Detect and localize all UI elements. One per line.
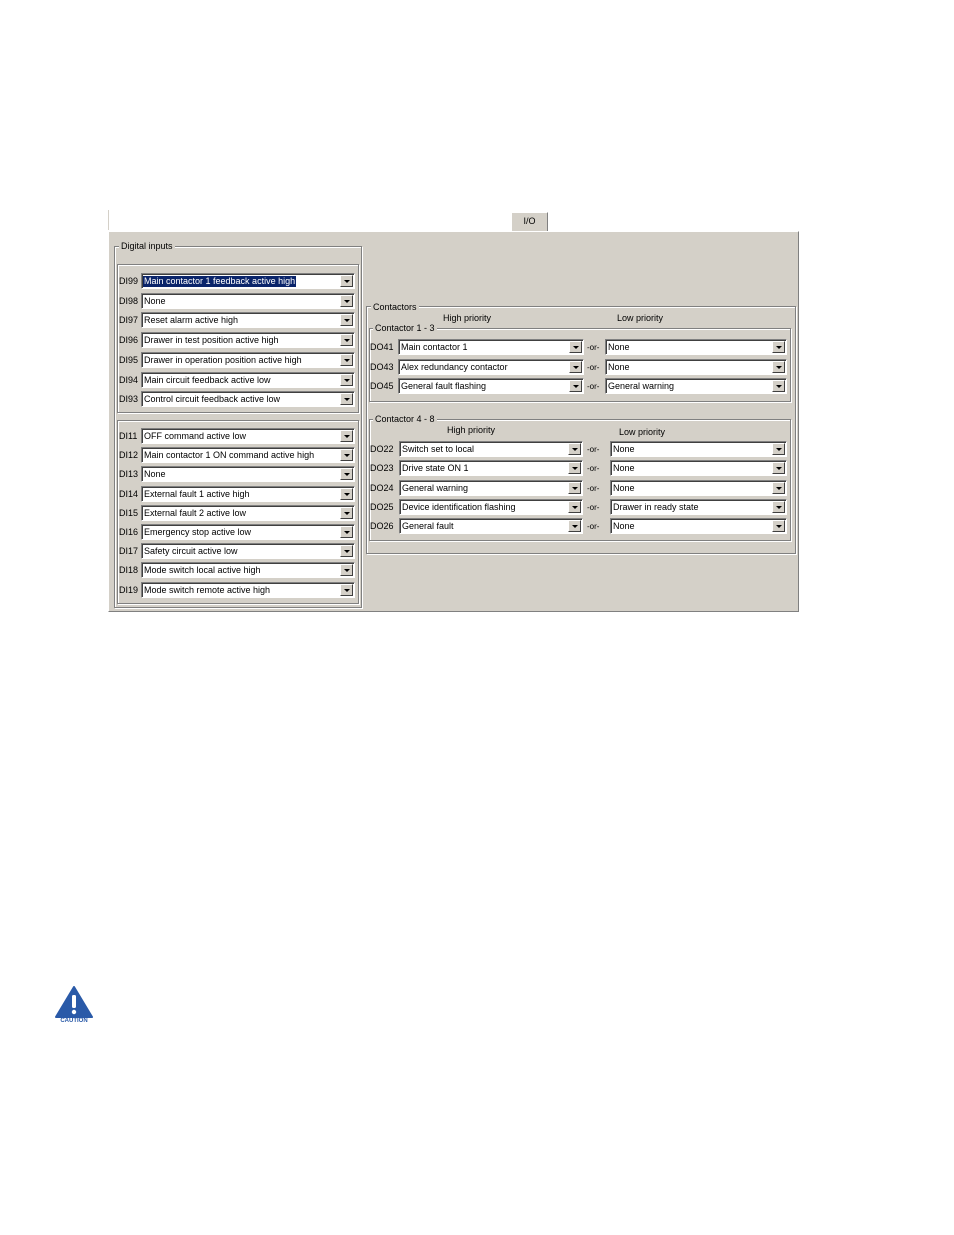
chevron-down-icon[interactable]: [568, 482, 581, 494]
di-select-di18-value: Mode switch local active high: [144, 565, 261, 575]
di-select-di19-value: Mode switch remote active high: [144, 585, 271, 595]
do-label-do24: DO24: [370, 483, 394, 493]
do-label-do22: DO22: [370, 444, 394, 454]
chevron-down-icon[interactable]: [772, 501, 785, 513]
di-select-di11[interactable]: [141, 428, 355, 444]
chevron-down-icon[interactable]: [772, 482, 785, 494]
di-label-di12: DI12: [119, 450, 139, 460]
di-select-di98[interactable]: [141, 293, 355, 309]
di-select-di16[interactable]: [141, 524, 355, 540]
caution-triangle-icon: [54, 985, 94, 1019]
high-priority-header-2: High priority: [447, 425, 496, 435]
do-label-do45: DO45: [370, 381, 394, 391]
chevron-down-icon[interactable]: [340, 449, 353, 461]
di-select-di94[interactable]: [141, 372, 355, 388]
do-high-select-do24-value: General warning: [402, 483, 469, 493]
do-high-select-do23-value: Drive state ON 1: [402, 463, 469, 473]
digital-inputs-title: Digital inputs: [121, 241, 173, 251]
di-select-di97-value: Reset alarm active high: [144, 315, 239, 325]
do-low-select-do22-value: None: [613, 444, 635, 454]
do-low-select-do41-value: None: [608, 342, 630, 352]
di-select-di95-value: Drawer in operation position active high: [144, 355, 302, 365]
di-select-di12[interactable]: [141, 447, 355, 463]
or-label: -or-: [587, 484, 600, 493]
chevron-down-icon[interactable]: [340, 374, 353, 386]
do-high-select-do25-value: Device identification flashing: [402, 502, 516, 512]
chevron-down-icon[interactable]: [772, 341, 785, 353]
chevron-down-icon[interactable]: [569, 361, 582, 373]
di-select-di96-value: Drawer in test position active high: [144, 335, 279, 345]
chevron-down-icon[interactable]: [340, 488, 353, 500]
do-high-select-do45-value: General fault flashing: [401, 381, 487, 391]
di-label-di99: DI99: [119, 276, 139, 286]
chevron-down-icon[interactable]: [772, 443, 785, 455]
do-high-select-do45[interactable]: [398, 378, 584, 394]
do-high-select-do26[interactable]: [399, 518, 583, 534]
chevron-down-icon[interactable]: [569, 380, 582, 392]
low-priority-header: Low priority: [617, 313, 664, 323]
di-label-di17: DI17: [119, 546, 139, 556]
chevron-down-icon[interactable]: [340, 430, 353, 442]
do-high-select-do43[interactable]: [398, 359, 584, 375]
di-select-di93-value: Control circuit feedback active low: [144, 394, 281, 404]
di-select-di94-value: Main circuit feedback active low: [144, 375, 271, 385]
do-low-select-do43-value: None: [608, 362, 630, 372]
di-label-di18: DI18: [119, 565, 139, 575]
di-select-di17[interactable]: [141, 543, 355, 559]
do-low-select-do45-value: General warning: [608, 381, 675, 391]
di-select-di97[interactable]: [141, 312, 355, 328]
chevron-down-icon[interactable]: [568, 520, 581, 532]
do-low-select-do23-value: None: [613, 463, 635, 473]
chevron-down-icon[interactable]: [340, 468, 353, 480]
do-low-select-do26-value: None: [613, 521, 635, 531]
di-select-di93[interactable]: [141, 391, 355, 407]
di-label-di19: DI19: [119, 585, 139, 595]
do-high-select-do41-value: Main contactor 1: [401, 342, 468, 352]
contactors-title: Contactors: [373, 302, 417, 312]
chevron-down-icon[interactable]: [340, 526, 353, 538]
di-label-di98: DI98: [119, 296, 139, 306]
di-select-di13-value: None: [144, 469, 166, 479]
or-label: -or-: [587, 503, 600, 512]
do-high-select-do22[interactable]: [399, 441, 583, 457]
chevron-down-icon[interactable]: [340, 295, 353, 307]
contactor-1-3-title: Contactor 1 - 3: [375, 323, 435, 333]
di-select-di11-value: OFF command active low: [144, 431, 247, 441]
do-low-select-do22[interactable]: [610, 441, 787, 457]
low-priority-header-2: Low priority: [619, 427, 666, 437]
chevron-down-icon[interactable]: [340, 564, 353, 576]
or-label: -or-: [587, 343, 600, 352]
do-high-select-do43-value: Alex redundancy contactor: [401, 362, 508, 372]
do-low-select-do23[interactable]: [610, 460, 787, 476]
chevron-down-icon[interactable]: [340, 334, 353, 346]
di-select-di13[interactable]: [141, 466, 355, 482]
chevron-down-icon[interactable]: [340, 275, 353, 287]
chevron-down-icon[interactable]: [772, 361, 785, 373]
di-select-di95[interactable]: [141, 352, 355, 368]
do-high-select-do26-value: General fault: [402, 521, 454, 531]
do-high-select-do25[interactable]: [399, 499, 583, 515]
do-label-do25: DO25: [370, 502, 394, 512]
do-low-select-do26[interactable]: [610, 518, 787, 534]
di-label-di93: DI93: [119, 394, 139, 404]
chevron-down-icon[interactable]: [568, 462, 581, 474]
or-label: -or-: [587, 445, 600, 454]
do-label-do43: DO43: [370, 362, 394, 372]
do-high-select-do23[interactable]: [399, 460, 583, 476]
di-label-di95: DI95: [119, 355, 139, 365]
chevron-down-icon[interactable]: [340, 314, 353, 326]
chevron-down-icon[interactable]: [340, 354, 353, 366]
tab-io[interactable]: I/O: [511, 212, 548, 232]
or-label: -or-: [587, 464, 600, 473]
di-select-di18[interactable]: [141, 562, 355, 578]
high-priority-header: High priority: [443, 313, 492, 323]
di-label-di97: DI97: [119, 315, 139, 325]
do-low-select-do41[interactable]: [605, 339, 787, 355]
di-select-di14[interactable]: [141, 486, 355, 502]
di-select-di99[interactable]: [141, 273, 355, 289]
di-select-di14-value: External fault 1 active high: [144, 489, 250, 499]
chevron-down-icon[interactable]: [340, 507, 353, 519]
or-label: -or-: [587, 363, 600, 372]
di-select-di19[interactable]: [141, 582, 355, 598]
di-label-di16: DI16: [119, 527, 139, 537]
do-low-select-do45[interactable]: [605, 378, 787, 394]
do-low-select-do25[interactable]: [610, 499, 787, 515]
di-label-di14: DI14: [119, 489, 139, 499]
di-label-di15: DI15: [119, 508, 139, 518]
di-label-di13: DI13: [119, 469, 139, 479]
di-label-di96: DI96: [119, 335, 139, 345]
di-select-di15-value: External fault 2 active low: [144, 508, 247, 518]
do-low-select-do24[interactable]: [610, 480, 787, 496]
do-label-do23: DO23: [370, 463, 394, 473]
di-select-di15[interactable]: [141, 505, 355, 521]
do-low-select-do25-value: Drawer in ready state: [613, 502, 699, 512]
chevron-down-icon[interactable]: [772, 520, 785, 532]
do-low-select-do43[interactable]: [605, 359, 787, 375]
chevron-down-icon[interactable]: [340, 545, 353, 557]
di-select-di17-value: Safety circuit active low: [144, 546, 238, 556]
do-high-select-do24[interactable]: [399, 480, 583, 496]
do-label-do26: DO26: [370, 521, 394, 531]
di-select-di98-value: None: [144, 296, 166, 306]
di-select-di16-value: Emergency stop active low: [144, 527, 252, 537]
chevron-down-icon[interactable]: [772, 380, 785, 392]
do-high-select-do41[interactable]: [398, 339, 584, 355]
di-label-di94: DI94: [119, 375, 139, 385]
do-label-do41: DO41: [370, 342, 394, 352]
caution-label: CAUTION: [60, 1018, 88, 1024]
di-select-di96[interactable]: [141, 332, 355, 348]
or-label: -or-: [587, 382, 600, 391]
chevron-down-icon[interactable]: [340, 584, 353, 596]
chevron-down-icon[interactable]: [569, 341, 582, 353]
do-high-select-do22-value: Switch set to local: [402, 444, 475, 454]
chevron-down-icon[interactable]: [772, 462, 785, 474]
di-label-di11: DI11: [119, 431, 138, 441]
chevron-down-icon[interactable]: [568, 443, 581, 455]
or-label: -or-: [587, 522, 600, 531]
di-select-di99-value: Main contactor 1 feedback active high: [144, 276, 296, 286]
do-low-select-do24-value: None: [613, 483, 635, 493]
contactor-4-8-title: Contactor 4 - 8: [375, 414, 435, 424]
caution-icon: [54, 985, 94, 1030]
di-select-di12-value: Main contactor 1 ON command active high: [144, 450, 315, 460]
chevron-down-icon[interactable]: [340, 393, 353, 405]
chevron-down-icon[interactable]: [568, 501, 581, 513]
